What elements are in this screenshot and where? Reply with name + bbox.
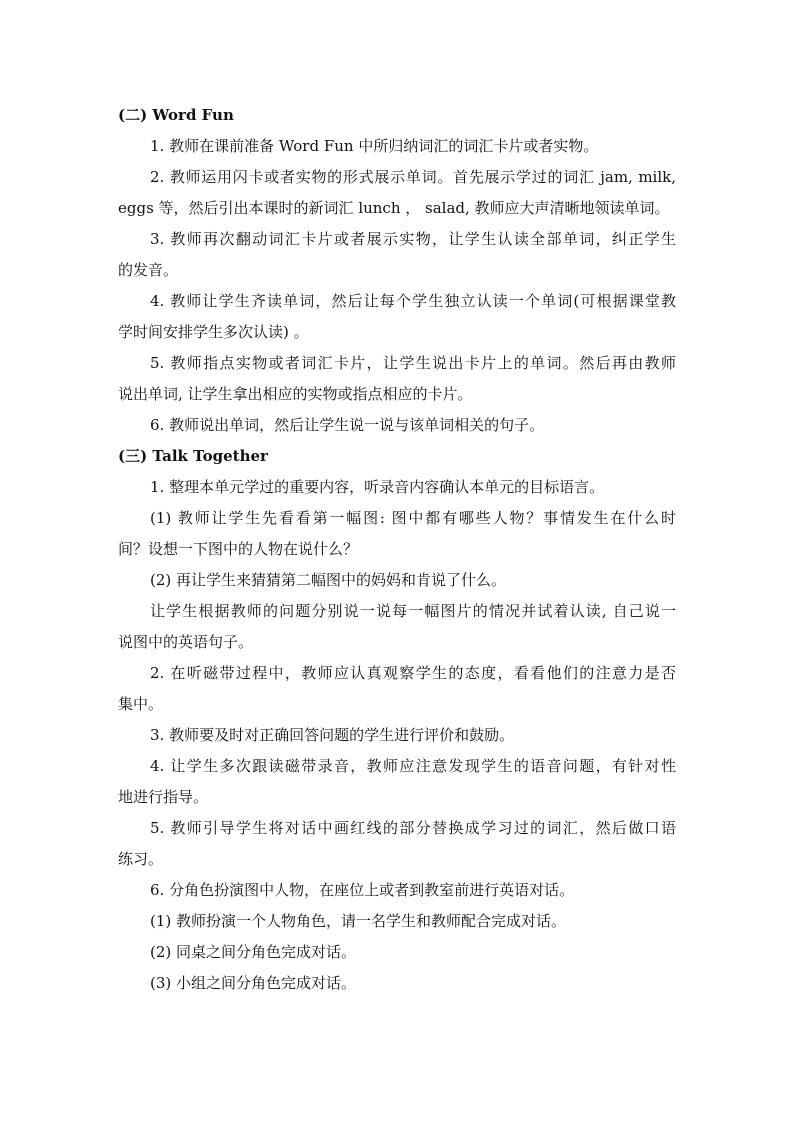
paragraph-line: 5. 教师指点实物或者词汇卡片，让学生说出卡片上的单词。然后再由教师: [150, 354, 676, 372]
paragraph-line: 3. 教师要及时对正确回答问题的学生进行评价和鼓励。: [150, 726, 515, 744]
section-heading-talk-together: (三) Talk Together: [118, 447, 268, 465]
paragraph-line: 说出单词, 让学生拿出相应的实物或指点相应的卡片。: [118, 385, 473, 403]
paragraph-line: eggs 等，然后引出本课时的新词汇 lunch ， salad, 教师应大声清晰地领读单词。: [118, 199, 670, 217]
paragraph-line: 6. 分角色扮演图中人物，在座位上或者到教室前进行英语对话。: [150, 881, 575, 899]
paragraph-line: 地进行指导。: [118, 788, 209, 806]
paragraph-line: 6. 教师说出单词，然后让学生说一说与该单词相关的句子。: [150, 416, 545, 434]
paragraph-line: (1) 教师扮演一个人物角色，请一名学生和教师配合完成对话。: [150, 912, 567, 930]
paragraph-line: 2. 教师运用闪卡或者实物的形式展示单词。首先展示学过的词汇 jam, milk,: [150, 168, 676, 186]
section-heading-word-fun: (二) Word Fun: [118, 106, 234, 124]
paragraph-line: (2) 同桌之间分角色完成对话。: [150, 943, 357, 961]
paragraph-line: (2) 再让学生来猜猜第二幅图中的妈妈和肯说了什么。: [150, 571, 507, 589]
paragraph-line: 学时间安排学生多次认读) 。: [118, 323, 309, 341]
paragraph-line: 2. 在听磁带过程中，教师应认真观察学生的态度，看看他们的注意力是否: [150, 664, 676, 682]
paragraph-line: 4. 让学生多次跟读磁带录音，教师应注意发现学生的语音问题，有针对性: [150, 757, 676, 775]
paragraph-line: 的发音。: [118, 261, 179, 279]
paragraph-line: 3. 教师再次翻动词汇卡片或者展示实物，让学生认读全部单词，纠正学生: [150, 230, 676, 248]
paragraph-line: 4. 教师让学生齐读单词，然后让每个学生独立认读一个单词(可根据课堂教: [150, 292, 676, 310]
paragraph-line: 1. 教师在课前准备 Word Fun 中所归纳词汇的词汇卡片或者实物。: [150, 137, 599, 155]
paragraph-line: (3) 小组之间分角色完成对话。: [150, 974, 357, 992]
paragraph-line: 1. 整理本单元学过的重要内容，听录音内容确认本单元的目标语言。: [150, 478, 605, 496]
paragraph-line: 让学生根据教师的问题分别说一说每一幅图片的情况并试着认读, 自己说一: [150, 602, 676, 620]
paragraph-line: (1) 教师让学生先看看第一幅图: 图中都有哪些人物？事情发生在什么时: [150, 509, 676, 527]
paragraph-line: 5. 教师引导学生将对话中画红线的部分替换成学习过的词汇，然后做口语: [150, 819, 676, 837]
paragraph-line: 练习。: [118, 850, 164, 868]
paragraph-line: 间？设想一下图中的人物在说什么？: [118, 540, 359, 558]
paragraph-line: 说图中的英语句子。: [118, 633, 254, 651]
paragraph-line: 集中。: [118, 695, 164, 713]
